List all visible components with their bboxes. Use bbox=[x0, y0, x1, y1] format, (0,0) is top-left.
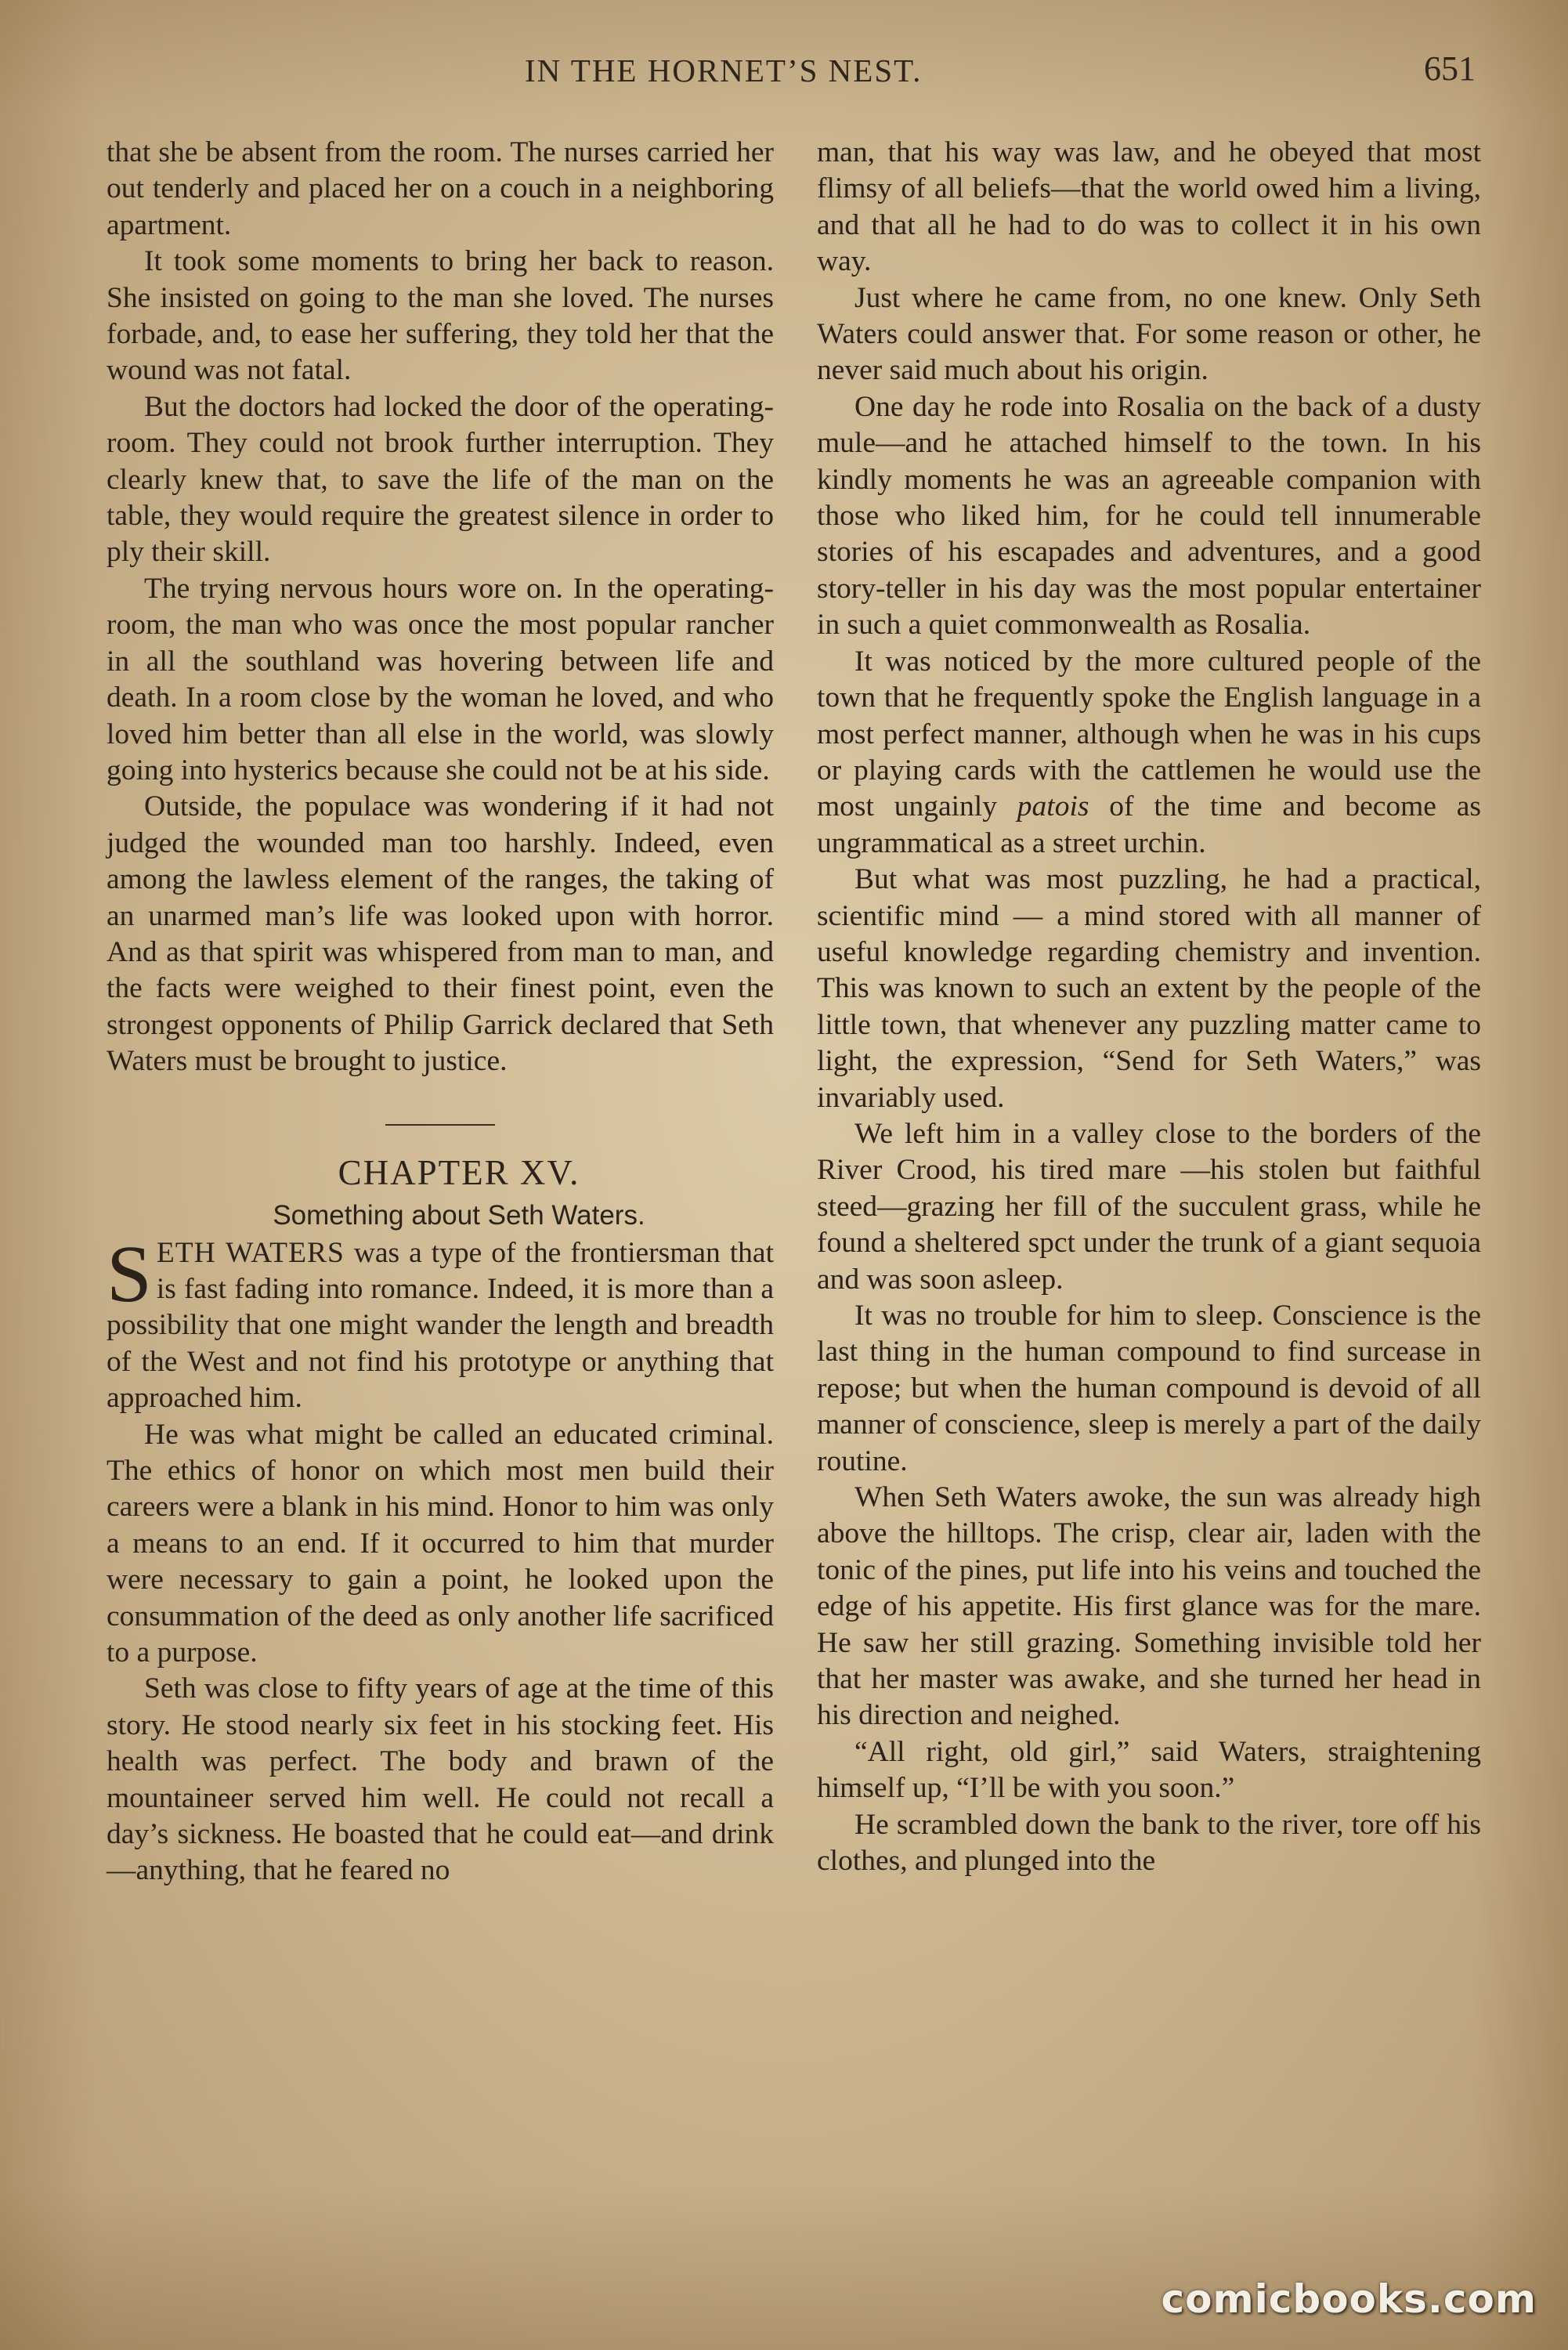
paragraph: He was what might be called an educated criminal. The ethics of honor on which most men build their careers were a blank in his mind. Honor to him was only a means to an end. If it occurred to him that murder were necessary to gain a point, he looked upon the consummation of the deed as only another life sacrificed to a purpose. bbox=[107, 1418, 774, 1669]
watermark: comicbooks.com bbox=[1161, 2276, 1537, 2322]
section-divider bbox=[385, 1124, 495, 1126]
paragraph-text: of the time and become as ungrammatical as a street urchin. bbox=[817, 790, 1481, 859]
paragraph: It took some moments to bring her back to reason. She insisted on going to the man she loved. The nurses forbade, and, to ease her suffering, they told her that the wound was not fatal. bbox=[107, 245, 774, 387]
right-column bbox=[817, 135, 1481, 1880]
paragraph: Seth was close to fifty years of age at the time of this story. He stood nearly six feet in his stocking feet. His health was perfect. The body and brawn of the mountaineer served him well. He could not recall a day’s sickness. He boasted that he could eat—and drink—anything, that he feared no bbox=[107, 1672, 774, 1887]
paragraph-text: was a type of the frontiersman that is fast fading into romance. Indeed, it is more than a possibility that one might wander the length and breadth of the West and not find his prototype or anything that approached him. bbox=[107, 1236, 774, 1415]
paragraph: “All right, old girl,” said Waters, straightening himself up, “I’ll be with you soon.” bbox=[817, 1735, 1481, 1805]
paragraph: man, that his way was law, and he obeyed that most flimsy of all beliefs—that the world owed him a living, and that all he had to do was to collect it in his own way. bbox=[817, 136, 1481, 278]
paragraph-text: It was noticed by the more cultured people of the town that he frequently spoke the English language in a most perfect manner, although when he was in his cups or playing cards with the cattlemen he would use the most ungainly bbox=[817, 645, 1481, 823]
paragraph: We left him in a valley close to the borders of the River Crood, his tired mare —his stolen but faithful steed—grazing her fill of the succulent grass, while he found a sheltered spct under the trunk of a giant sequoia and was soon asleep. bbox=[817, 1117, 1481, 1296]
paragraph: One day he rode into Rosalia on the back of a dusty mule—and he attached himself to the town. In his kindly moments he was an agreeable companion with those who liked him, for he could tell innumerable stories of his escapades and adventures, and a good story-teller in his day was the most popular entertainer in such a quiet commonwealth as Rosalia. bbox=[817, 390, 1481, 642]
chapter-subtitle: Something about Seth Waters. bbox=[273, 1199, 645, 1231]
chapter-opening-paragraph bbox=[107, 1228, 774, 1417]
paragraph: Just where he came from, no one knew. Only Seth Waters could answer that. For some reason or other, he never said much about his origin. bbox=[817, 281, 1481, 387]
paragraph bbox=[817, 644, 1481, 862]
running-title: IN THE HORNET’S NEST. bbox=[525, 52, 923, 89]
paragraph: But what was most puzzling, he had a practical, scientific mind — a mind stored with all manner of useful knowledge regarding chemistry and invention. This was known to such an extent by the people of the little town, that whenever any puzzling matter came to light, the expression, “Send for Seth Waters,” was invariably used. bbox=[817, 863, 1481, 1114]
drop-cap: S bbox=[107, 1228, 152, 1319]
page-number: 651 bbox=[1424, 49, 1476, 88]
paragraph: The trying nervous hours wore on. In the operating-room, the man who was once the most popular rancher in all the southland was hovering between life and death. In a room close by the woman he loved, and who loved him better than all else in the world, was slowly going into hysterics because she could not be at his side. bbox=[107, 572, 774, 786]
paragraph: When Seth Waters awoke, the sun was already high above the hilltops. The crisp, clear air, laden with the tonic of the pines, put life into his veins and touched the edge of his appetite. His first glance was for the mare. He saw her still grazing. Something invisible told her that her master was awake, and she turned her head in his direction and neighed. bbox=[817, 1481, 1481, 1732]
paragraph: But the doctors had locked the door of the operating-room. They could not brook further interruption. They clearly knew that, to save the life of the man on the table, they would require the greatest silence in order to ply their skill. bbox=[107, 390, 774, 569]
italic-word: patois bbox=[1017, 790, 1089, 823]
running-head bbox=[0, 49, 1488, 99]
paragraph: that she be absent from the room. The nurses carried her out tenderly and placed her on a couch in a neighboring apartment. bbox=[107, 136, 774, 241]
paragraph: He scrambled down the bank to the river, tore off his clothes, and plunged into the bbox=[817, 1808, 1481, 1878]
left-column bbox=[107, 135, 774, 1889]
paragraph: Outside, the populace was wondering if it had not judged the wounded man too harshly. Indeed, even among the lawless element of the ranges, the taking of an unarmed man’s life was looked upon with horror. And as that spirit was whispered from man to man, and the facts were weighed to their finest point, even the strongest opponents of Philip Garrick declared that Seth Waters must be brought to justice. bbox=[107, 790, 774, 1078]
lead-caps: ETH WATERS bbox=[156, 1236, 345, 1269]
chapter-title: CHAPTER XV. bbox=[338, 1152, 580, 1192]
paragraph: It was no trouble for him to sleep. Conscience is the last thing in the human compound to find surcease in repose; but when the human compound is devoid of all manner of conscience, sleep is merely a part of the daily routine. bbox=[817, 1300, 1481, 1477]
